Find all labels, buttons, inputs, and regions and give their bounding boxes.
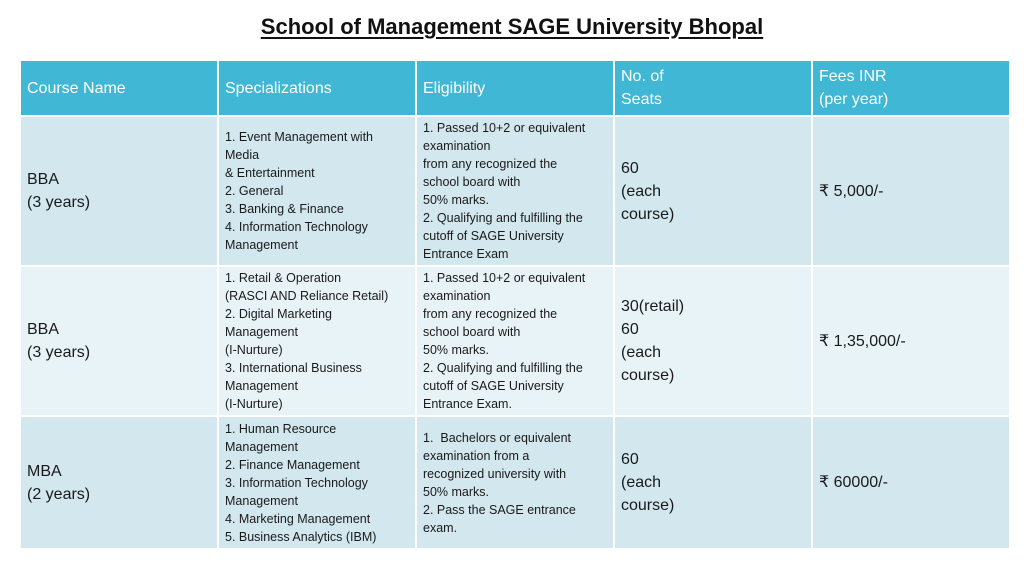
header-specializations: Specializations bbox=[218, 60, 416, 116]
fees-cell: ₹ 5,000/- bbox=[812, 116, 1010, 266]
seats-cell: 60 (each course) bbox=[614, 416, 812, 549]
fees-cell: ₹ 60000/- bbox=[812, 416, 1010, 549]
eligibility-cell: 1. Passed 10+2 or equivalent examination from any recognized the school board with 50% marks. 2. Qualifying and fulfilling the cutoff of SAGE University Entrance Exam. bbox=[416, 266, 614, 416]
fees-cell: ₹ 1,35,000/- bbox=[812, 266, 1010, 416]
course-table bbox=[19, 59, 1011, 550]
header-fees: Fees INR (per year) bbox=[812, 60, 1010, 116]
header-eligibility: Eligibility bbox=[416, 60, 614, 116]
seats-cell: 60 (each course) bbox=[614, 116, 812, 266]
specializations-cell: 1. Human Resource Management 2. Finance Management 3. Information Technology Management 4. Marketing Management 5. Business Analytics (IBM) bbox=[218, 416, 416, 549]
table-header-row bbox=[20, 60, 1010, 116]
page-title: School of Management SAGE University Bhopal bbox=[260, 14, 764, 39]
table-row bbox=[20, 266, 1010, 416]
table-row bbox=[20, 416, 1010, 549]
eligibility-cell: 1. Passed 10+2 or equivalent examination from any recognized the school board with 50% marks. 2. Qualifying and fulfilling the cutoff of SAGE University Entrance Exam bbox=[416, 116, 614, 266]
course-name-cell: BBA (3 years) bbox=[20, 266, 218, 416]
course-name-cell: BBA (3 years) bbox=[20, 116, 218, 266]
specializations-cell: 1. Event Management with Media & Entertainment 2. General 3. Banking & Finance 4. Information Technology Management bbox=[218, 116, 416, 266]
specializations-cell: 1. Retail & Operation (RASCI AND Reliance Retail) 2. Digital Marketing Management (I-Nurture) 3. International Business Management (I-Nurture) bbox=[218, 266, 416, 416]
eligibility-cell: 1. Bachelors or equivalent examination from a recognized university with 50% marks. 2. Pass the SAGE entrance exam. bbox=[416, 416, 614, 549]
header-seats: No. of Seats bbox=[614, 60, 812, 116]
course-name-cell: MBA (2 years) bbox=[20, 416, 218, 549]
table-row bbox=[20, 116, 1010, 266]
seats-cell: 30(retail) 60 (each course) bbox=[614, 266, 812, 416]
header-course-name: Course Name bbox=[20, 60, 218, 116]
